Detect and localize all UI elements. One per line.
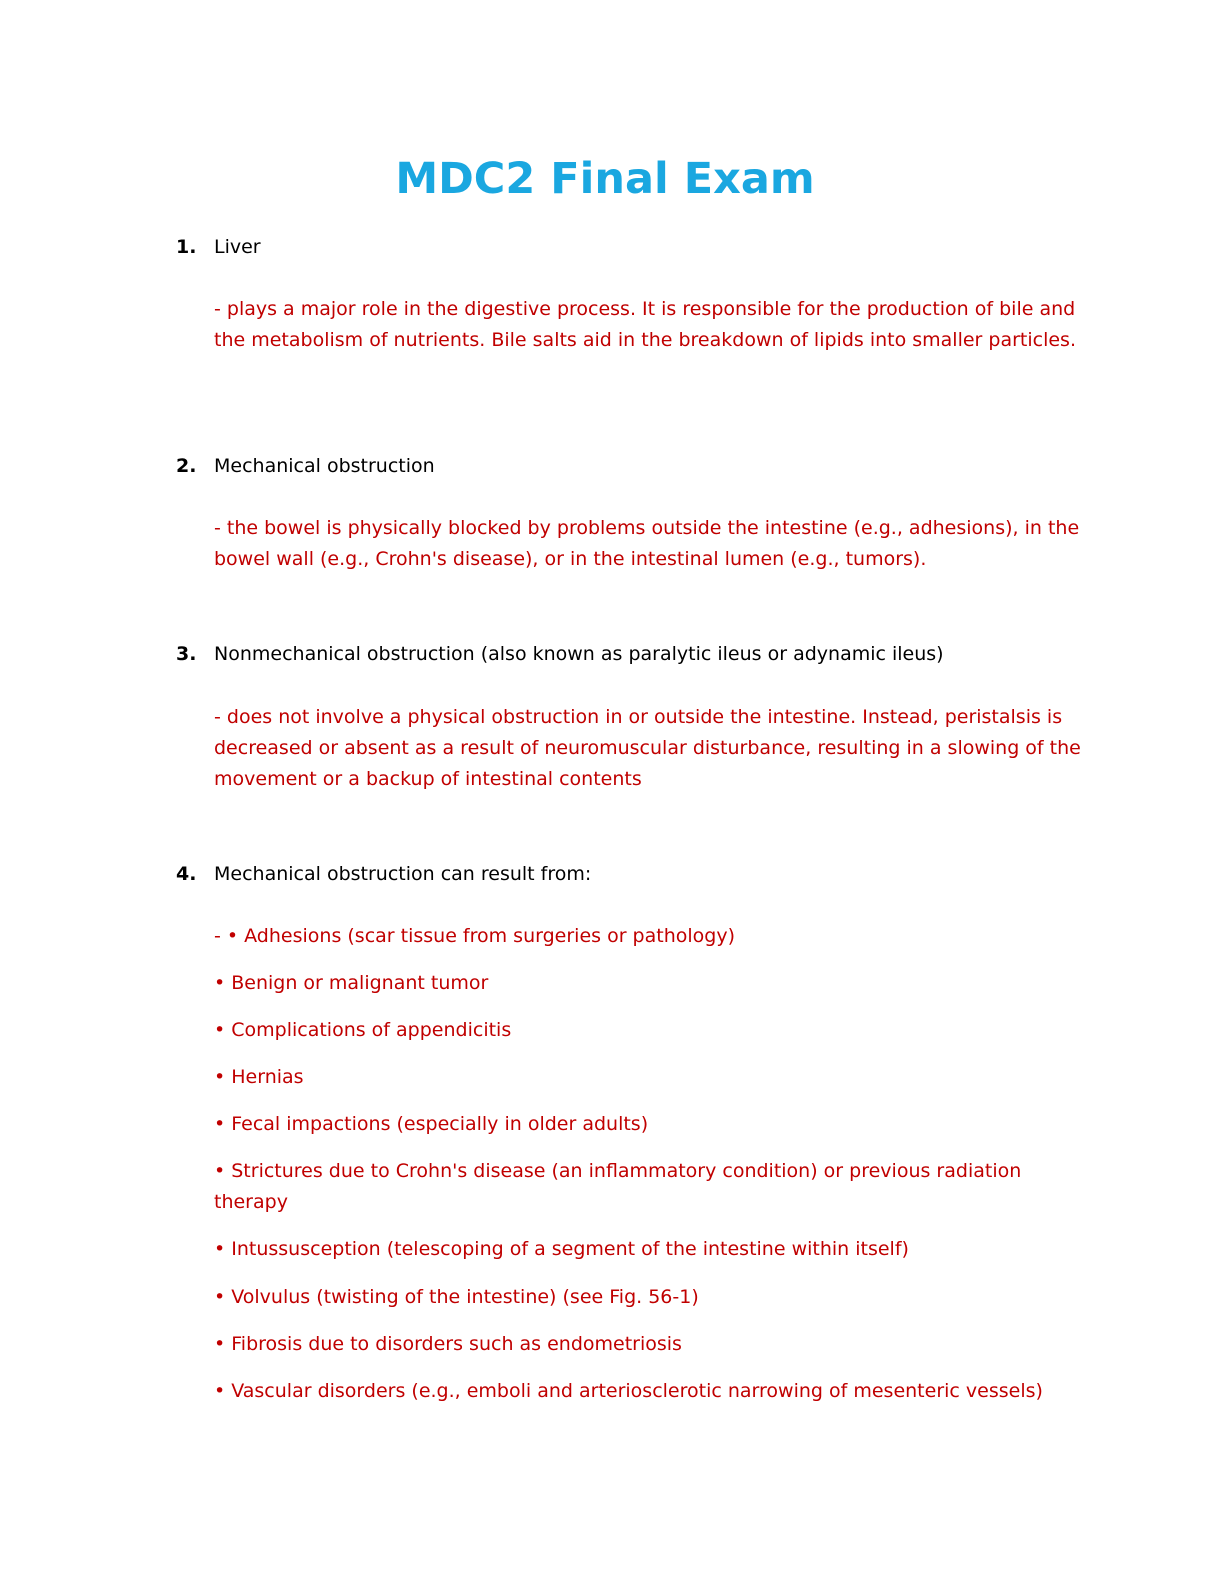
bullet-item: • Benign or malignant tumor bbox=[214, 972, 489, 994]
bullet-item: • Hernias bbox=[214, 1066, 304, 1088]
page-title: MDC2 Final Exam bbox=[395, 154, 815, 204]
answer-2: - the bowel is physically blocked by problems outside the intestine (e.g., adhesions), in the bowel wall (e.g., Crohn's disease), or in the intestinal lumen (e.g., tumors). bbox=[214, 517, 1080, 570]
bullet-item: • Volvulus (twisting of the intestine) (see Fig. 56-1) bbox=[214, 1286, 699, 1308]
bullet-item: • Vascular disorders (e.g., emboli and arteriosclerotic narrowing of mesenteric vessels) bbox=[214, 1380, 1043, 1402]
question-number: 2. bbox=[176, 455, 197, 477]
answer-1: - plays a major role in the digestive process. It is responsible for the production of bile and the metabolism of nutrients. Bile salts aid in the breakdown of lipids into smaller particles. bbox=[214, 298, 1076, 351]
bullet-item: • Complications of appendicitis bbox=[214, 1019, 512, 1041]
question-number: 3. bbox=[176, 643, 197, 665]
bullet-item: • Strictures due to Crohn's disease (an inflammatory condition) or previous radiation therapy bbox=[214, 1160, 1022, 1213]
question-number: 1. bbox=[176, 236, 197, 258]
bullet-item: • Fecal impactions (especially in older adults) bbox=[214, 1113, 649, 1135]
answer-3: - does not involve a physical obstruction in or outside the intestine. Instead, peristalsis is decreased or absent as a result of neuromuscular disturbance, resulting in a slowing of the movement or a backup of intestinal contents bbox=[214, 706, 1081, 790]
question-prompt: Mechanical obstruction bbox=[214, 455, 435, 477]
question-prompt: Nonmechanical obstruction (also known as paralytic ileus or adynamic ileus) bbox=[214, 643, 944, 665]
question-number: 4. bbox=[176, 863, 197, 885]
bullet-item: - • Adhesions (scar tissue from surgeries or pathology) bbox=[214, 925, 735, 947]
bullet-item: • Intussusception (telescoping of a segment of the intestine within itself) bbox=[214, 1238, 909, 1260]
bullet-item: • Fibrosis due to disorders such as endometriosis bbox=[214, 1333, 682, 1355]
question-prompt: Liver bbox=[214, 236, 261, 258]
question-prompt: Mechanical obstruction can result from: bbox=[214, 863, 592, 885]
